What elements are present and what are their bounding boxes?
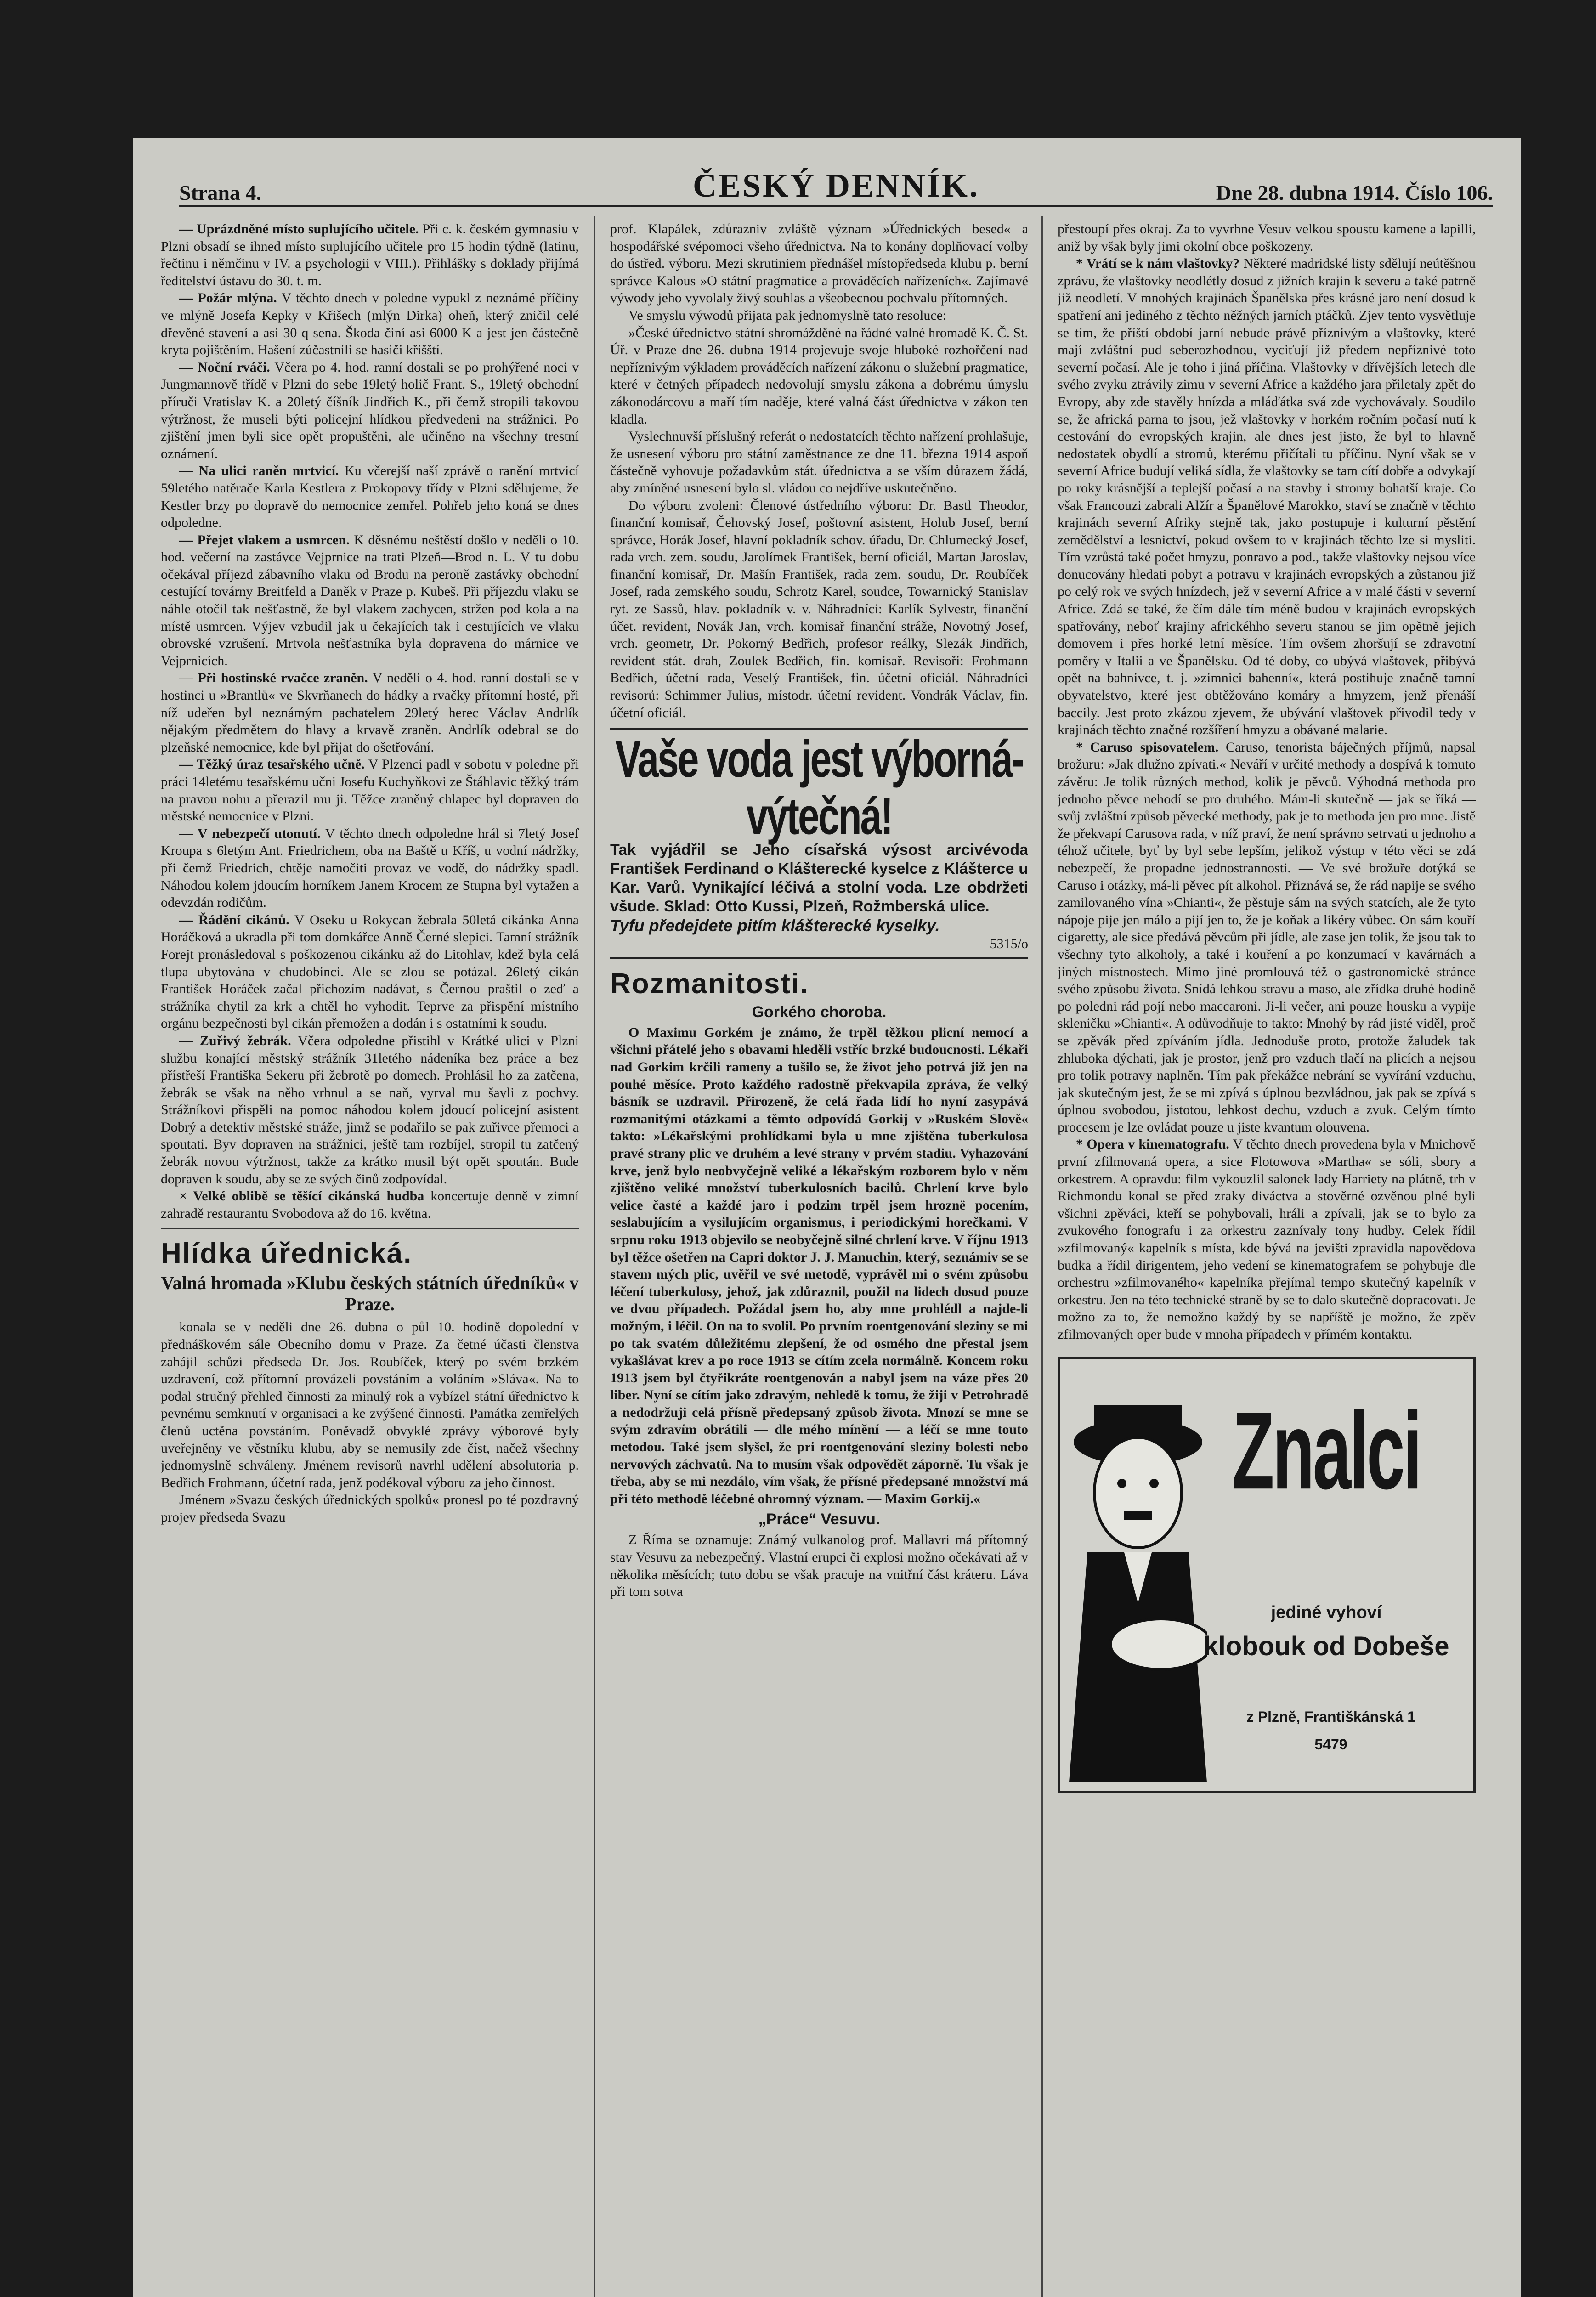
news-item bbox=[161, 462, 579, 531]
news-item-text: V těchto dnech provedena byla v Mnichově první zfilmovaná opera, a sice Flotowova »Martha« se sóli, sbory a orkestrem. A opravdu: film vykouzlil salonek lady Harriety na plátně, trh v Richmondu konal se před zraky diváctva a stověrné ozvěnou plné byli všichni zpěváci, kteří se pohybovali, hráli a zpívali, jak se to bylo za zvukového fonografu i za orkestru zaznívaly tony hudby. Celek řídil »zfilmovaný« kapelník s místa, kde bývá na jevišti zpravidla napovědova budka a řídil dirigentem, jeho vedení se kinematografem se pohybuje dle orchestru »zfilmovaného« kapelníka přejímal tempo skutečný kapelník v orkestru. Jen na této technické straně by se to dalo skutečně dopracovati. Je možno za to, že nemožno každý by se napříště je možno, že zpěv zfilmovaných oper bude v mnoha případech v přímém kontaktu. bbox=[1058, 1137, 1476, 1342]
news-item-text: K děsnému neštěstí došlo v neděli o 10. hod. večerní na zastávce Vejprnice na trati Plzeň—Brod n. L. V tu dobu očekával příjezd zábavního vlaku od Brodu na peroně zastávky obchodní cestující továrny Breitfeld a Daněk v Praze p. Kubeš. Při příjezdu vlaku se náhle otočil tak nešťastně, že byl vlakem zachycen, stržen pod kola a na místě usmrcen. Výjev vzbudil jak u čekajících tak i cestujících ve vlaku obrovské vzrušení. Mrtvola nešťastníka byla dopravena do márnice ve Vejprnicích. bbox=[161, 532, 579, 668]
news-item bbox=[161, 359, 579, 463]
news-item-text: V těchto dnech odpoledne hrál si 7letý Josef Kroupa s 6letým Ant. Friedrichem, oba na Baště u Kříš, u vodní nádržky, při čemž Friedrich, chtěje namočiti provaz ve vodě, do nádržky spadl. Náhodou kolem jdoucím horníkem Janem Krocem ze Stupna byl vytažen a odevzdán rodičům. bbox=[161, 826, 579, 911]
column-local-news bbox=[161, 221, 579, 2297]
column-rule bbox=[1041, 216, 1043, 2297]
news-item-headline: — Uprázdněné místo suplujícího učitele. bbox=[179, 221, 419, 237]
news-item-text: Ku včerejší naší zprávě o ranění mrtvicí 59letého natěrače Karla Kestlera z Prokopovy třídy v Plzni sdělujeme, že Kestler brzy po dopravě do nemocnice zemřel. Pohřeb jeho koná se dnes odpoledne. bbox=[161, 463, 579, 531]
column-miscellany bbox=[1058, 221, 1476, 2297]
news-item-text: koncertuje denně v zimní zahradě restaurantu Svobodova až do 16. května. bbox=[161, 1188, 579, 1221]
newspaper-page bbox=[133, 138, 1521, 2297]
news-item-text: Při c. k. českém gymnasiu v Plzni obsadí se ihned místo suplujícího učitele pro 15 hodin týdně (latinu, řečtinu i němčinu v IV. a psychologii v VIII.). Přihlášky s doklady přijímá ředitelství ústavu do 30. t. m. bbox=[161, 221, 579, 289]
section-title-hlidka: Hlídka úřednická. bbox=[161, 1238, 413, 1270]
ad-tagline: Tyfu předejdete pitím klášterecké kyselky. bbox=[610, 916, 940, 935]
ad-headline: Znalci bbox=[1232, 1388, 1421, 1512]
news-item-headline: — Při hostinské rvačce zraněn. bbox=[179, 670, 368, 686]
news-item bbox=[161, 221, 579, 289]
ad-body: Tak vyjádřil se Jeho císařská výsost arcivévoda František Ferdinand o Klášterecké kyselce z Klášterce u Kar. Varů. Vynikající léčivá a stolní voda. Lze obdržeti všude. Sklad: Otto Kussi, Plzeň, Rožmberská ulice. bbox=[610, 841, 1028, 916]
ad-line: klobouk od Dobeše bbox=[1203, 1631, 1449, 1661]
article-subtitle: Valná hromada »Klubu českých státních úředníků« v Praze. bbox=[161, 1273, 579, 1315]
news-item-headline: — Zuřivý žebrák. bbox=[179, 1033, 291, 1048]
ad-number: 5479 bbox=[1314, 1736, 1347, 1753]
column-rule bbox=[594, 216, 595, 2297]
ad-number: 5315/o bbox=[990, 936, 1028, 952]
article-subtitle: Gorkého choroba. bbox=[752, 1003, 887, 1021]
advertisement-hats bbox=[1058, 1357, 1476, 1793]
news-item bbox=[1058, 255, 1476, 739]
article-paragraph: Jménem »Svazu českých úřednických spolků« pronesl po té pozdravný projev předseda Svazu bbox=[161, 1492, 579, 1525]
news-item bbox=[161, 911, 579, 1032]
news-item bbox=[1058, 739, 1476, 1136]
news-item-headline: * Vrátí se k nám vlaštovky? bbox=[1076, 256, 1240, 272]
news-item-headline: — Těžký úraz tesařského učně. bbox=[179, 757, 365, 772]
news-list bbox=[161, 221, 579, 1222]
news-item-headline: — Požár mlýna. bbox=[179, 290, 277, 306]
news-item bbox=[161, 289, 579, 358]
news-item bbox=[1058, 1136, 1476, 1343]
article-paragraph: Ve smyslu výwodů přijata pak jednomyslně tato resoluce: bbox=[628, 307, 947, 323]
ad-headline: Vaše voda jest výborná-výtečná! bbox=[615, 730, 1024, 845]
news-item-headline: — Na ulici raněn mrtvicí. bbox=[179, 463, 339, 479]
news-item-text: V těchto dnech v poledne vypukl z neznámé příčiny ve mlýně Josefa Kepky v Křišech (mlýn Dirka) oheň, který zničil celé dřevěné stavení a asi 30 q sena. Škoda činí asi 6000 K a jest jen částečně kryta pojištěním. Hašení zúčastnili se hasiči křišští. bbox=[161, 290, 579, 358]
section-title-rozmanitosti: Rozmanitosti. bbox=[610, 967, 809, 1000]
article-paragraph: konala se v neděli dne 26. dubna o půl 10. hodině dopolední v přednáškovém sále Obecního domu v Praze. Za četné účasti členstva zahájil schůzi předseda Dr. Jos. Roubíček, který po svém brzkém uzdravení, což přítomní provázeli povstáním a voláním »Sláva«. Na to podal stručný přehled činnosti za minulý rok a vybízel státní úřednictvo k pevnému semknutí v organisaci a ke zvýšené činnosti. Památka zemřelých členů uctěna povstáním. Poněvadž obvyklé zprávy výborové byly uveřejněny ve věstníku klubu, aby se nemusily zde číst, načež všechny jednomyslně schváleny. Jménem revisorů navrhl udělení absolutoria p. Bedřich Frohmann, účetní rada, jenž podékoval výboru za jeho činnost. bbox=[161, 1319, 579, 1490]
news-item-headline: — Noční rváči. bbox=[179, 359, 270, 375]
article-paragraph: Vyslechnuvší příslušný referát o nedostatcích těchto nařízení prohlašuje, že usnesení výboru pro státní zaměstnance ze dne 11. března 1914 aspoň částečně vyhovuje požadavkům stát. úřednictva a se vším důrazem žádá, aby zmíněné usnesení bylo sl. vládou co nejdříve uskutečněno. bbox=[610, 429, 1028, 496]
page-number: Strana 4. bbox=[179, 181, 261, 204]
news-item-text: V neděli o 4. hod. ranní dostali se v hostinci u »Brantlů« ve Skvrňanech do hádky a rvačky přítomní hosté, při níž udeřen byl neznámým pachatelem 29letý herec Václav Andrlík nějakým předmětem do hlavy a krvavě zraněn. Andrlík odebral se do plzeňské nemocnice, kde byl přijat do ošetřování. bbox=[161, 670, 579, 755]
column-middle bbox=[610, 221, 1028, 2297]
ad-address: z Plzně, Františkánská 1 bbox=[1246, 1708, 1416, 1725]
news-item-text: Včera odpoledne přistihl v Krátké ulici v Plzni službu konající městský strážník 31letého nádeníka bez práce a bez přístřeší Františka Sekeru při žebrotě po domech. Prohlásil ho za zatčena, žebrák se však na něho vrhnul a se naň, vyrval mu šavli z pochvy. Strážníkovi přispěli na pomoc náhodou kolem jdoucí policejní asistent Dobrý a detektiv městské stráže, jimž se podařilo se pak zuřivce přemoci a spoutati. Byv dopraven na strážnici, ještě tam rozbíjel, stropil tu zatčený žebrák novou výtržnost, takže za krátko musil být opět spoután. Bude dopraven k soudu, aby se ze svých činů zodpovídal. bbox=[161, 1033, 579, 1187]
page-header bbox=[179, 164, 1493, 207]
article-paragraph: prof. Klapálek, zdůrazniv zvláště význam »Úřednických besed« a hospodářské svépomoci všeho úřednictva. Na to konány doplňovací volby do ústřed. výboru. Mezi skrutiniem přednášel místopředseda klubu p. berní správce Kalous »O státní pragmatice a prováděcích nařízeních«. Zajímavé výwody jeho vyvolaly živý souhlas a všeobecnou pochvalu přítomných. bbox=[610, 221, 1028, 306]
ad-line: jediné vyhoví bbox=[1271, 1602, 1382, 1622]
news-item-text: V Oseku u Rokycan žebrala 50letá cikánka Anna Horáčková a ukradla při tom domkářce Anně Černé slepici. Tamní strážník Forejt pronásledoval s poškozenou cikánku až do Litohlav, kdež byla celá tlupa ubytována v chudobinci. Ale se zlou se potázal. 26letý cikán František Horáček začal přichozím nadávat, s Černou praštil o zeď a strážníka chytil za krk a chtěl ho vyhodit. Teprve za přispění místního orgánu bezpečnosti byl cikán přemožen a dodán i s ostatními k soudu. bbox=[161, 912, 579, 1031]
advertisement-water bbox=[610, 728, 1028, 959]
news-item bbox=[1058, 221, 1476, 255]
article-paragraph: O Maximu Gorkém je známo, že trpěl těžkou plicní nemocí a všichni přátelé jeho s obavami hleděli vstříc brzké budoucnosti. Lékaři nad Gorkim krčili rameny a tušilo se, že život jeho potrvá již jen na pouhé měsíce. Proto každého radostně překvapila zpráva, že velký básník se uzdravil. Přirozeně, že celá řada lidí ho nyní zasypává rozmanitými otázkami a těmto odpovídá Gorkij v »Ruském Slově« takto: »Lékařskými prohlídkami byla u mne zjištěna tuberkulosa pravé strany plic ve druhém a levé strany v prvém stadiu. Vyhazování krve, jenž bylo neobvyčejně veliké a lékařským rozborem bylo v něm zjištěno veliké množství tuberkulosních bacilů. Chrlení krve bylo velice časté a každé jaro i podzim trpěl jsem hroznë pocením, seslabujícím a vysilujícím organismus, i periodickými horečkami. V srpnu roku 1913 objevilo se neobyčejně silné chrlení krve. V říjnu 1913 byl těžce ošetřen na Capri doktor J. J. Manuchin, který, seznámiv se se stavem mých plic, uvěřil ve své metodě, vyprávěl mi o svém způsobu léčení tuberkulosy, jehož, jak zdůraznil, použil na lidech dosud pouze ve dvou případech. Požádal jsem ho, aby mne prohlédl a najde-li možným, i léčil. On na to svolil. Po prvním roentgenování sleziny se mi po tak svatém důležitému zlepšení, že od osmého dne přestal jsem vykašlávat krev a po roce 1913 se cítím zcela normálně. Koncem roku 1913 jsem byl čtyřikráte roentgenován a nabyl jsem na váze přes 20 liber. Nyní se cítím jako zdravým, nehledě k tomu, že žiji v Petrohradě a nedodržuji celá přísně předepsaný způsob života. Mnozí se mne se svým zdravím obrátili — dle mého mínění — a léčí se mne touto metodou. Také jsem slyšel, že pri roentgenování sleziny bolesti nebo nervových záchvatů. Na to musím však odpovědět záporně. Tu však je třeba, aby se mi nezdálo, vím však, že přísné předepsané množství má při této methodě léčebné ohromný význam. — Maxim Gorkij.« bbox=[610, 1024, 1028, 1506]
news-item bbox=[161, 756, 579, 825]
news-item-headline: — V nebezpečí utonutí. bbox=[179, 826, 321, 841]
resolution-paragraph: »České úřednictvo státní shromážděné na řádné valné hromadě K. Č. St. Úř. v Praze dne 26. dubna 1914 projevuje svoje hluboké rozhořčení nad nepříznivým výkladem prováděcích nařízení zákonu o služební pragmatice, které v četných případech nedovolují smyslu zákona a dobrému úmyslu zákonodárcovu a maří tím naděje, které valná část úřednictva v zákon ten kladla. bbox=[610, 325, 1028, 427]
news-item bbox=[161, 669, 579, 756]
article-paragraph: Z Říma se oznamuje: Známý vulkanolog prof. Mallavri má přítomný stav Vesuvu za nebezpečný. Vlastní erupci či explosi možno očekávati až v několika měsících; tuto dobu se však pracuje na vnitřní část kráteru. Láva při tom sotva bbox=[610, 1532, 1028, 1600]
news-item-text: V Plzenci padl v sobotu v poledne při práci 14letému tesařskému učni Josefu Kuchyňkovi ze Štáhlavic těžký trám na pravou nohu a přerazil mu ji. Těžce zraněný chlapec byl dopraven do městské nemocnice v Plzni. bbox=[161, 757, 579, 824]
news-item bbox=[161, 1188, 579, 1222]
news-item-headline: * Opera v kinematografu. bbox=[1076, 1137, 1229, 1152]
news-item bbox=[161, 825, 579, 911]
election-paragraph: Do výboru zvoleni: Členové ústředního výboru: Dr. Bastl Theodor, finanční komisař, Čehovský Josef, poštovní asistent, Holub Josef, berní správce, Horák Josef, hlavní pokladník schov. úřadu, Dr. Chlumecký Josef, rada vrch. zem. soudu, Jarolímek František, berní oficiál, Martan Jaroslav, finanční komisař, Dr. Mašín František, rada zem. soudu, Dr. Roubíček Josef, rada zemského soudu, Schrotz Karel, soudce, Towarnický Stanislav ryt. ze Sassů, hlav. pokladník v. v. Náhradníci: Karlík Sylvestr, finanční účet. revident, Novák Jan, vrch. komisař finanční stráže, Novotný Josef, vrch. geometr, Dr. Pokorný Bedřich, profesor reálky, Slezák Jindřich, revident stát. drah, Zoulek Bedřich, fin. komisař. Revisoři: Frohmann Bedřich, účetní rada, Veselý František, fin. účetní oficiál. Náhradníci revisorů: Schimmer Julius, místodr. účetní revident. Vondrák Václav, fin. účetní oficiál. bbox=[610, 498, 1028, 720]
news-item-headline: — Řádění cikánů. bbox=[179, 912, 289, 928]
news-item-text: Včera po 4. hod. ranní dostali se po prohýřené noci v Jungmannově třídě v Plzni do sebe 19letý holič Frant. S., 19letý obchodní příruči Vratislav K. a 20letý číšník Jindřich K., při čemž stropili takovou výtržnost, že museli býti policejní hlídkou předvedeni na strážnici. Po zjištění jmen byli sice opět propuštěni, ale učiněno na všechny trestní oznámení. bbox=[161, 359, 579, 461]
issue-date: Dne 28. dubna 1914. Číslo 106. bbox=[1216, 181, 1493, 204]
news-item-text: Některé madridské listy sdělují neútěšnou zprávu, že vlaštovky neodlétly dosud z jižních krajin k severu a také patrně již neodletí. V mnohých krajinách Španělska přes krásné jaro není dosud k spatření ani jediného z těchto něžných jarních ptáčků. Zjev tento vysvětluje se tím, že příští období jarní nebude právě příznivým a vlaštovky, které mají zvláštní pud seberozhodnou, vyciťují již předem nepříznivé toto severní počasí. Ale je toho i jiná příčina. Vlaštovky v dřívějších letech dle svého zvyku ztrávily zimu v severní Africe a každého jara přiletaly zpět do Evropy, aby zde stavěly hnízda a mláďátka svá zde vychovávaly. Soudilo se, že africká parna to jsou, jež vlaštovky v horkém ročním počasí nutí k cestování do evropských krajin, ale dnes jest jisto, že byl to hlavně nedostatek obydlí a stromů, kterému přičítali tu příčinu. Nyní však se v severní Africe budují veliká sídla, že vlaštovky se tam cítí dobře a odvykají po roky krásnější a teplejší počasí a na stavby i stromy bohatší kraje. Co však Francouzi zabrali Alžír a Španělové Marokko, staví se značně v těchto krajinách severní Afriky stejně tak, jako postupuje i kulturní pěstění zemědělství a lesnictví, pokud ovšem to v krajinách těchto lze si mysliti. Tím vzrůstá také počet hmyzu, ponravo a pod., takže vlaštovky nejsou více donucovány hledati pobyt a potravu v krajinách evropských a zůstanou již po celý rok ve svých hnízdech, jež v severní Africe a v malé části v severní Africe. Zdá se také, že čím dále tím méně budou v krajinách evropských spatřovány, neboť krajiny africkéhho severu stanou se jim opětně jejich domovem i přes horké letní měsíce. Tím ovšem zhoršují se zdravotní poměry v Italii a ve Španělsku. Od té doby, co ubývá vlaštovek, přibývá opět na bahnivce, t. j. »zimnici bahenní«, která postihuje značně tamní obyvatelstvo, které jest obtěžováno komáry a hmyzem, jenž přenáší baccily. Jest proto zkázou zjevem, že ubývání vlaštovek přivodil tedy v krajinách těchto značné rozšíření hmyzu a obávané malarie. bbox=[1058, 256, 1476, 738]
news-item-text: přestoupí přes okraj. Za to vyvrhne Vesuv velkou spoustu kamene a lapilli, aniž by však byly jimi okolní obce poškozeny. bbox=[1058, 221, 1476, 254]
news-item bbox=[161, 532, 579, 670]
news-item-headline: × Velké oblibě se těšící cikánská hudba bbox=[179, 1188, 424, 1204]
news-item bbox=[161, 1032, 579, 1188]
newspaper-title: ČESKÝ DENNÍK. bbox=[692, 167, 980, 204]
news-item-headline: * Caruso spisovatelem. bbox=[1076, 739, 1219, 755]
article-subtitle: „Práce“ Vesuvu. bbox=[758, 1511, 880, 1528]
news-list bbox=[1058, 221, 1476, 1343]
news-item-headline: — Přejet vlakem a usmrcen. bbox=[179, 532, 350, 548]
divider bbox=[161, 1228, 579, 1229]
news-item-text: Caruso, tenorista báječných příjmů, napsal brožuru: »Jak dlužno zpívati.« Neváří v určité methody a dospívá k tomuto závěru: Je tolik různých method, kolik je pěvců. Výhodná methoda pro jednoho pěvce nehodí se pro druhého. Mám-li skutečně — jak se říká — svůj zvláštní způsob pěvecké methody, pak je to methoda jen pro mne. Jistě že překvapí Carusova rada, v níž praví, že není správno setrvati u jednoho a téhož učitele, byť by byl sebe lepším, jelikož výstup v této věci se zdá nebezpečí, že propadne jednostrannosti. — Ve své brožuře dotýká se Caruso i otázky, má-li pěvec pít alkohol. Přiznává se, že rád napije se svého zamilovaného vína »Chianti«, že pěstuje sám na svých statcích, ale že tyto nápoje pije jen málo a pijí jen to, že je koňak a likéry vůbec. On sám kouří cigaretty, ale sice předává pěvcům při jídle, ale zase jen tolik, že jsou tak to všechny tyto alkoholy, a také i kouření a po konzumací v kavárnách a jiných místnostech. Mimo jiné promlouvá též o gastronomické stránce svého způsobu života. Snídá lehkou stravu a maso, ale zřídka druhé hodině po poledni rád pojí nebo maccaroni. Ji-li večer, ani pouze housku a vypije skleničku »Chianti«. A odůvodňuje to takto: Mnohý by rád jisté viděl, proč se zpěvák před zpíváním jídla. Jednoduše proto, protože žaludek tak zhluboka dýchati, jak je prostor, jenž pro vzduch tlačí na plicích a nejsou pro tolik potravy naplněn. Tím pak překážce nebrání se vyvírání vzduchu, jak skutečným jest, že se mi zpívá s úplnou bezvládnou, jak pak se zpívá s úplnou svobodou, jistotou, lehkost dechu, vzduch a zvuk. Celým tímto procesem je lze ovládat pouze u jiste kvantum olouvena. bbox=[1058, 739, 1476, 1135]
